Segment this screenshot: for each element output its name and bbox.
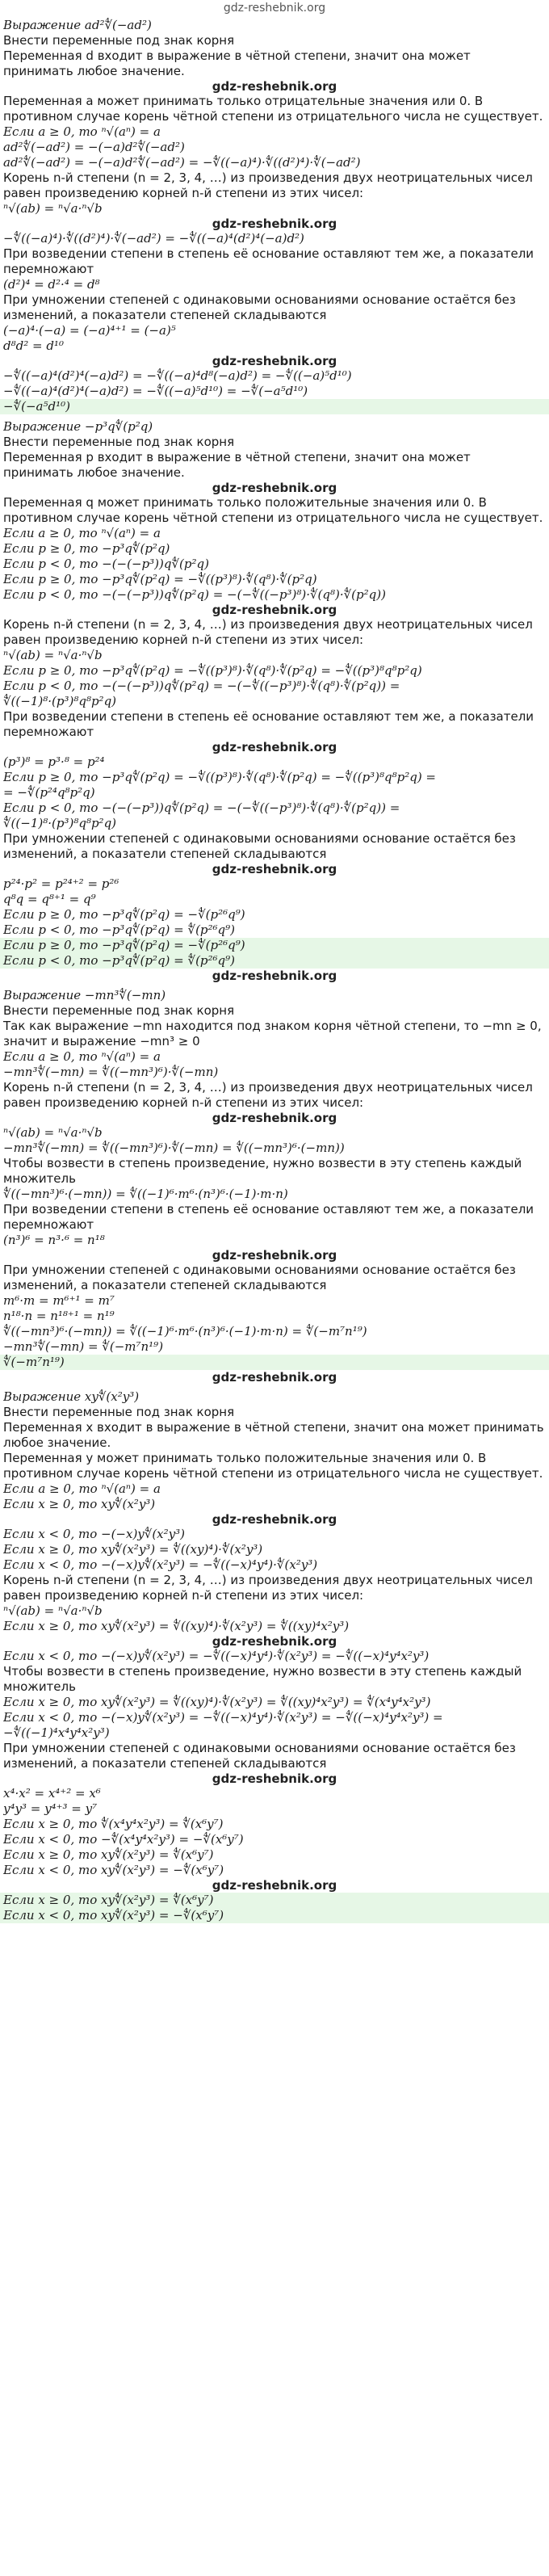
solution-line: d⁸d² = d¹⁰ bbox=[3, 338, 64, 353]
solution-line: Если p ≥ 0, то −p³q∜(p²q) = −∜((p³)⁸)·∜(q⁸)·∜(p²q) = −∜((p³)⁸q⁸p²q) bbox=[3, 663, 422, 678]
solution-line: Если a ≥ 0, то ⁿ√(aⁿ) = a bbox=[3, 1049, 161, 1064]
solution-line: Переменная a может принимать только отрицательные значения или 0. В противном случае корень чётной степени из отрицательного числа не существует. bbox=[3, 94, 543, 124]
solution-line: ∜((−1)⁸·(p³)⁸q⁸p²q) bbox=[3, 816, 117, 830]
solution-line: = −∜(p²⁴q⁸p²q) bbox=[3, 785, 95, 800]
solution-line: Если x < 0, то −(−x)y∜(x²y³) = −∜((−x)⁴y⁴)·∜(x²y³) = −∜((−x)⁴y⁴x²y³) bbox=[3, 1649, 430, 1663]
solution-line: Если a ≥ 0, то ⁿ√(aⁿ) = a bbox=[3, 1481, 161, 1496]
solution-block bbox=[0, 1389, 549, 1928]
solution-line: (d²)⁴ = d²·⁴ = d⁸ bbox=[3, 277, 100, 292]
solution-line: Если x < 0, то −(−x)y∜(x²y³) = −∜((−x)⁴y⁴)·∜(x²y³) bbox=[3, 1557, 318, 1572]
watermark: gdz-reshebnik.org bbox=[212, 1771, 337, 1786]
watermark: gdz-reshebnik.org bbox=[212, 1370, 337, 1385]
solution-line: При возведении степени в степень её основание оставляют тем же, а показатели перемножают bbox=[3, 709, 534, 739]
solution-block bbox=[0, 419, 549, 988]
solution-line: ad²∜(−ad²) = −(−a)d²∜(−ad²) bbox=[3, 140, 185, 154]
site-header[interactable]: gdz-reshebnik.org bbox=[223, 2, 326, 15]
watermark: gdz-reshebnik.org bbox=[212, 1634, 337, 1649]
solution-line: Если p ≥ 0, то −p³q∜(p²q) = −∜((p³)⁸)·∜(q⁸)·∜(p²q) bbox=[3, 572, 317, 586]
solution-line: n¹⁸·n = n¹⁸⁺¹ = n¹⁹ bbox=[3, 1309, 115, 1323]
solution-line: ∜((−mn³)⁶·(−mn)) = ∜((−1)⁶·m⁶·(n³)⁶·(−1)·m·n) bbox=[3, 1187, 288, 1201]
solution-block bbox=[0, 18, 549, 419]
solution-line: Если x < 0, то −∜(x⁴y⁴x²y³) = −∜(x⁶y⁷) bbox=[3, 1832, 244, 1847]
solution-line: Переменная q может принимать только положительные значения или 0. В противном случае корень чётной степени из отрицательного числа не существует. bbox=[3, 495, 543, 525]
solution-line: Если x ≥ 0, то xy∜(x²y³) bbox=[3, 1497, 156, 1511]
solution-line: (−a)⁴·(−a) = (−a)⁴⁺¹ = (−a)⁵ bbox=[3, 323, 176, 338]
solution-line: При возведении степени в степень её основание оставляют тем же, а показатели перемножают bbox=[3, 1202, 534, 1232]
watermark: gdz-reshebnik.org bbox=[212, 1111, 337, 1125]
solution-line: x⁴·x² = x⁴⁺² = x⁶ bbox=[3, 1786, 101, 1801]
solution-line: Внести переменные под знак корня bbox=[3, 33, 235, 48]
solution-line: Если x ≥ 0, то xy∜(x²y³) = ∜((xy)⁴)·∜(x²y³) = ∜((xy)⁴x²y³) bbox=[3, 1619, 350, 1633]
solution-line: Если p ≥ 0, то −p³q∜(p²q) = −∜(p²⁶q⁹) bbox=[3, 907, 245, 922]
solution-line: ⁿ√(ab) = ⁿ√a·ⁿ√b bbox=[3, 1603, 103, 1618]
answer-line: Если p ≥ 0, то −p³q∜(p²q) = −∜(p²⁶q⁹) bbox=[0, 938, 549, 953]
watermark: gdz-reshebnik.org bbox=[212, 1512, 337, 1527]
solution-line: Выражение ad²∜(−ad²) bbox=[3, 18, 152, 32]
answer-line: Если p < 0, то −p³q∜(p²q) = ∜(p²⁶q⁹) bbox=[0, 953, 549, 969]
solution-line: Если x ≥ 0, то xy∜(x²y³) = ∜((xy)⁴)·∜(x²y³) = ∜((xy)⁴x²y³) = ∜(x⁴y⁴x²y³) bbox=[3, 1695, 431, 1709]
watermark: gdz-reshebnik.org bbox=[212, 969, 337, 983]
solution-line: Если x < 0, то xy∜(x²y³) = −∜(x⁶y⁷) bbox=[3, 1863, 224, 1877]
answer-line: −∜(−a⁵d¹⁰) bbox=[0, 399, 549, 414]
solution-line: m⁶·m = m⁶⁺¹ = m⁷ bbox=[3, 1293, 115, 1308]
watermark: gdz-reshebnik.org bbox=[212, 354, 337, 368]
solution-line: Если p ≥ 0, то −p³q∜(p²q) = −∜((p³)⁸)·∜(q⁸)·∜(p²q) = −∜((p³)⁸q⁸p²q) = bbox=[3, 770, 437, 784]
solution-line: ⁿ√(ab) = ⁿ√a·ⁿ√b bbox=[3, 201, 103, 216]
watermark: gdz-reshebnik.org bbox=[212, 603, 337, 617]
solution-line: Внести переменные под знак корня bbox=[3, 1003, 235, 1018]
solution-line: При умножении степеней с одинаковыми основаниями основание остаётся без изменений, а показатели степеней складываются bbox=[3, 831, 516, 861]
solution-line: Внести переменные под знак корня bbox=[3, 435, 235, 449]
solution-line: Если p < 0, то −(−(−p³))q∜(p²q) = −(−∜((−p³)⁸)·∜(q⁸)·∜(p²q)) bbox=[3, 587, 386, 602]
solution-line: При умножении степеней с одинаковыми основаниями основание остаётся без изменений, а показатели степеней складываются bbox=[3, 1741, 516, 1771]
answer-line: Если x < 0, то xy∜(x²y³) = −∜(x⁶y⁷) bbox=[0, 1908, 549, 1923]
solution-line: −mn³∜(−mn) = ∜((−mn³)⁶)·∜(−mn) bbox=[3, 1065, 219, 1079]
solution-block bbox=[0, 988, 549, 1389]
solution-line: −∜((−a)⁴(d²)⁴(−a)d²) = −∜((−a)⁴d⁸(−a)d²) = −∜((−a)⁵d¹⁰) bbox=[3, 368, 352, 383]
solution-line: Если x ≥ 0, то xy∜(x²y³) = ∜((xy)⁴)·∜(x²y³) bbox=[3, 1542, 263, 1557]
solution-line: −∜((−a)⁴)·∜((d²)⁴)·∜(−ad²) = −∜((−a)⁴(d²)⁴(−a)d²) bbox=[3, 231, 304, 246]
watermark: gdz-reshebnik.org bbox=[212, 79, 337, 94]
solution-line: Корень n-й степени (n = 2, 3, 4, …) из произведения двух неотрицательных чисел равен произведению корней n-й степени из этих чисел: bbox=[3, 1080, 533, 1110]
solution-line: Выражение −mn³∜(−mn) bbox=[3, 988, 166, 1002]
solution-line: Если x < 0, то −(−x)y∜(x²y³) = −∜((−x)⁴y⁴)·∜(x²y³) = −∜((−x)⁴y⁴x²y³) = bbox=[3, 1710, 443, 1725]
solution-line: ∜((−mn³)⁶·(−mn)) = ∜((−1)⁶·m⁶·(n³)⁶·(−1)·m·n) = ∜(−m⁷n¹⁹) bbox=[3, 1324, 367, 1338]
solution-line: ∜((−1)⁸·(p³)⁸q⁸p²q) bbox=[3, 694, 117, 708]
answer-line: ∜(−m⁷n¹⁹) bbox=[0, 1355, 549, 1370]
solution-line: ⁿ√(ab) = ⁿ√a·ⁿ√b bbox=[3, 648, 103, 662]
solution-line: При возведении степени в степень её основание оставляют тем же, а показатели перемножают bbox=[3, 246, 534, 276]
solution-line: (p³)⁸ = p³·⁸ = p²⁴ bbox=[3, 754, 105, 769]
solution-line: Если p < 0, то −p³q∜(p²q) = ∜(p²⁶q⁹) bbox=[3, 922, 236, 937]
solution-line: Если p < 0, то −(−(−p³))q∜(p²q) = −(−∜((−p³)⁸)·∜(q⁸)·∜(p²q)) = bbox=[3, 679, 400, 693]
solution-line: −mn³∜(−mn) = ∜((−mn³)⁶)·∜(−mn) = ∜((−mn³)⁶·(−mn)) bbox=[3, 1141, 345, 1155]
solution-line: Если x < 0, то −(−x)y∜(x²y³) bbox=[3, 1527, 185, 1541]
block-separator bbox=[0, 1923, 549, 1928]
solution-line: Внести переменные под знак корня bbox=[3, 1405, 235, 1419]
solution-line: Чтобы возвести в степень произведение, нужно возвести в эту степень каждый множитель bbox=[3, 1156, 522, 1186]
solution-line: −∜((−1)⁴x⁴y⁴x²y³) bbox=[3, 1725, 110, 1740]
watermark: gdz-reshebnik.org bbox=[212, 862, 337, 876]
solution-line: Если p < 0, то −(−(−p³))q∜(p²q) = −(−∜((−p³)⁸)·∜(q⁸)·∜(p²q)) = bbox=[3, 801, 400, 815]
solution-line: Если p < 0, то −(−(−p³))q∜(p²q) bbox=[3, 557, 209, 571]
solution-line: Переменная p входит в выражение в чётной степени, значит она может принимать любое значение. bbox=[3, 450, 471, 480]
solution-line: Выражение xy∜(x²y³) bbox=[3, 1389, 140, 1404]
solution-line: Если a ≥ 0, то ⁿ√(aⁿ) = a bbox=[3, 124, 161, 139]
solution-line: ⁿ√(ab) = ⁿ√a·ⁿ√b bbox=[3, 1125, 103, 1140]
watermark: gdz-reshebnik.org bbox=[212, 216, 337, 231]
solution-line: Корень n-й степени (n = 2, 3, 4, …) из произведения двух неотрицательных чисел равен произведению корней n-й степени из этих чисел: bbox=[3, 617, 533, 647]
solution-line: q⁸q = q⁸⁺¹ = q⁹ bbox=[3, 892, 96, 906]
solution-line: Если x ≥ 0, то ∜(x⁴y⁴x²y³) = ∜(x⁶y⁷) bbox=[3, 1817, 224, 1831]
watermark: gdz-reshebnik.org bbox=[212, 1248, 337, 1263]
solution-line: Если x ≥ 0, то xy∜(x²y³) = ∜(x⁶y⁷) bbox=[3, 1847, 214, 1862]
solution-line: Переменная d входит в выражение в чётной степени, значит она может принимать любое значение. bbox=[3, 48, 471, 78]
solution-line: p²⁴·p² = p²⁴⁺² = p²⁶ bbox=[3, 876, 119, 891]
solution-line: Переменная y может принимать только положительные значения или 0. В противном случае корень чётной степени из отрицательного числа не существует. bbox=[3, 1451, 543, 1481]
solution-line: ad²∜(−ad²) = −(−a)d²∜(−ad²) = −∜((−a)⁴)·∜((d²)⁴)·∜(−ad²) bbox=[3, 155, 361, 170]
solution-line: Чтобы возвести в степень произведение, нужно возвести в эту степень каждый множитель bbox=[3, 1664, 522, 1694]
solution-line: Переменная x входит в выражение в чётной степени, значит она может принимать любое значение. bbox=[3, 1420, 544, 1450]
solution-line: −∜((−a)⁴(d²)⁴(−a)d²) = −∜((−a)⁵d¹⁰) = −∜(−a⁵d¹⁰) bbox=[3, 384, 308, 398]
solution-line: При умножении степеней с одинаковыми основаниями основание остаётся без изменений, а показатели степеней складываются bbox=[3, 1263, 516, 1292]
answer-line: Если x ≥ 0, то xy∜(x²y³) = ∜(x⁶y⁷) bbox=[0, 1893, 549, 1908]
solution-line: −mn³∜(−mn) = ∜(−m⁷n¹⁹) bbox=[3, 1339, 164, 1354]
solution-line: Корень n-й степени (n = 2, 3, 4, …) из произведения двух неотрицательных чисел равен произведению корней n-й степени из этих чисел: bbox=[3, 1573, 533, 1603]
solution-line: Если p ≥ 0, то −p³q∜(p²q) bbox=[3, 541, 170, 556]
watermark: gdz-reshebnik.org bbox=[212, 740, 337, 754]
solution-line: При умножении степеней с одинаковыми основаниями основание остаётся без изменений, а показатели степеней складываются bbox=[3, 292, 516, 322]
solution-line: Так как выражение −mn находится под знаком корня чётной степени, то −mn ≥ 0, значит и выражение −mn³ ≥ 0 bbox=[3, 1019, 542, 1048]
solution-line: Если a ≥ 0, то ⁿ√(aⁿ) = a bbox=[3, 526, 161, 540]
solution-content bbox=[0, 18, 549, 1928]
solution-line: Корень n-й степени (n = 2, 3, 4, …) из произведения двух неотрицательных чисел равен произведению корней n-й степени из этих чисел: bbox=[3, 170, 533, 200]
solution-line: (n³)⁶ = n³·⁶ = n¹⁸ bbox=[3, 1233, 105, 1247]
solution-line: y⁴y³ = y⁴⁺³ = y⁷ bbox=[3, 1801, 98, 1816]
watermark: gdz-reshebnik.org bbox=[212, 481, 337, 495]
watermark: gdz-reshebnik.org bbox=[212, 1878, 337, 1893]
solution-line: Выражение −p³q∜(p²q) bbox=[3, 419, 153, 434]
